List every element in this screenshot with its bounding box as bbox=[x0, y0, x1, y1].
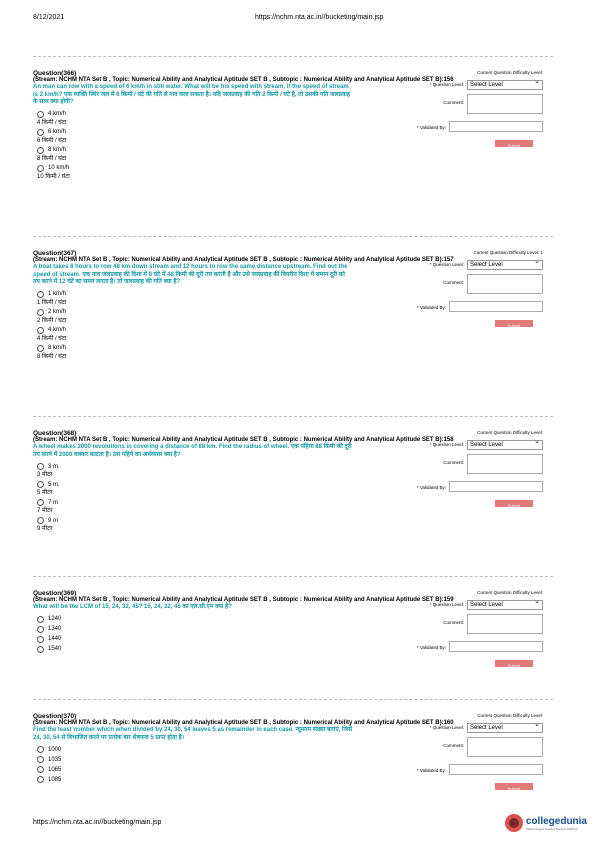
radio-button[interactable] bbox=[37, 746, 44, 753]
logo-icon bbox=[505, 814, 523, 832]
option-label-en: 2 km/h bbox=[48, 309, 67, 315]
option-label-hi: 2 किमी / घंटा bbox=[37, 317, 67, 324]
option-label-en: 5 m. bbox=[48, 481, 60, 488]
radio-button[interactable] bbox=[37, 636, 44, 643]
difficulty-label: Current Question Difficulty Level: bbox=[477, 590, 543, 595]
radio-button[interactable] bbox=[37, 646, 44, 653]
radio-button[interactable] bbox=[37, 756, 44, 763]
validated-by-input[interactable] bbox=[449, 301, 543, 312]
question-text: An man can row with a speed of 6 km/h in still water. What will be his speed with stream, if the speed of stream is 2 km/h? एक व्यक्ति स्थिर जल में 6 किमी / घंटे की गति से नाव चला सकता है। यदि जलप्रवाह की गति 2 किमी / घंटे है, तो उसकी गति जलप्रवाह के साथ क्या होगी? bbox=[33, 84, 351, 105]
option-label-hi: 5 मीटर bbox=[37, 490, 53, 496]
difficulty-value: 1 bbox=[540, 250, 543, 255]
submit-button[interactable]: Submit bbox=[495, 660, 533, 667]
option-label-en: 1540 bbox=[48, 646, 62, 652]
validated-by-label: * Validated By: bbox=[416, 125, 446, 130]
question-stream: (Stream: NCHM NTA Set B , Topic: Numerical Ability and Analytical Aptitude SET B , Subtopic : Numerical Ability and Analytical Aptitude SET B):159 bbox=[33, 597, 454, 603]
validated-by-input[interactable] bbox=[449, 121, 543, 132]
question-level-select[interactable]: Select Level ⌄ bbox=[467, 440, 543, 450]
option-label-en: 7 m bbox=[48, 499, 59, 506]
question-level-select[interactable]: Select Level ⌄ bbox=[467, 600, 543, 610]
validated-by-input[interactable] bbox=[449, 641, 543, 652]
option-label-en: 1085 bbox=[48, 776, 62, 783]
question-level-label: * Question Level: bbox=[429, 602, 464, 607]
question-number: Question(370) bbox=[33, 713, 77, 720]
option-label-en: 1440 bbox=[48, 636, 62, 642]
comment-field[interactable] bbox=[467, 454, 543, 474]
logo-tagline: India's largest Student Review Platform bbox=[525, 826, 579, 831]
option-label-hi: 8 किमी / घंटा bbox=[37, 155, 67, 162]
radio-button[interactable] bbox=[37, 463, 44, 470]
option-label-en: 6 km/h bbox=[48, 129, 67, 135]
option-label-hi: 4 किमी / घंटा bbox=[37, 335, 67, 342]
comment-field[interactable] bbox=[467, 274, 543, 294]
option-label-en: 4 km/h bbox=[48, 111, 67, 117]
radio-button[interactable] bbox=[37, 517, 44, 524]
option-label-en: 8 km/h bbox=[48, 345, 67, 351]
option-label-en: 1240 bbox=[48, 616, 62, 622]
question-number: Question(367) bbox=[33, 250, 77, 257]
option-item[interactable] bbox=[33, 165, 553, 180]
radio-button[interactable] bbox=[37, 499, 44, 506]
comment-label: Comment: bbox=[443, 743, 464, 748]
submit-button[interactable]: Submit bbox=[495, 140, 533, 147]
radio-button[interactable] bbox=[37, 129, 44, 136]
radio-button[interactable] bbox=[37, 309, 44, 316]
radio-button[interactable] bbox=[37, 626, 44, 633]
validated-by-label: * Validated By: bbox=[416, 645, 446, 650]
question-text: A wheel makes 2000 revolutions in covering a distance of 88 km. Find the radius of wheel. एक पहिया 88 किमी की दूरी तय करने में 2000 चक्कर काटता है। उस पहिये का अर्धव्यास क्या है? bbox=[33, 444, 352, 458]
question-level-select[interactable]: Select Level ⌄ bbox=[467, 80, 543, 90]
validated-by-input[interactable] bbox=[449, 481, 543, 492]
radio-button[interactable] bbox=[37, 776, 44, 783]
option-label-en: 1000 bbox=[48, 746, 62, 753]
question-text: What will be the LCM of 15, 24, 32, 45? 15, 24, 32, 45 का एल.सी.एम क्या है? bbox=[33, 604, 232, 610]
option-label-en: 4 km/h bbox=[48, 327, 67, 333]
question-level-label: * Question Level: bbox=[429, 442, 464, 447]
radio-button[interactable] bbox=[37, 766, 44, 773]
option-label-en: 1035 bbox=[48, 756, 62, 763]
option-label-hi: 4 किमी / घंटा bbox=[37, 119, 67, 126]
radio-button[interactable] bbox=[37, 481, 44, 488]
option-label-hi: 9 मीटर bbox=[37, 526, 53, 532]
option-item[interactable] bbox=[33, 756, 553, 763]
question-text: Find the least number which when divided by 24, 30, 54 leaves 5 as remainder in each case. न्यूनतम संख्या बताएं, जिसे 24, 30, 54 से विभाजित करने पर प्रत्येक बार शेषफल 5 प्राप्त होता है। bbox=[33, 727, 353, 741]
option-item[interactable] bbox=[33, 345, 553, 360]
comment-field[interactable] bbox=[467, 94, 543, 114]
option-label-en: 10 km/h bbox=[48, 165, 70, 171]
radio-button[interactable] bbox=[37, 111, 44, 118]
option-item[interactable] bbox=[33, 776, 553, 783]
option-item[interactable] bbox=[33, 499, 553, 514]
footer-url: https://nchm.nta.ac.in//bucketing/main.jsp bbox=[33, 819, 162, 826]
comment-field[interactable] bbox=[467, 737, 543, 757]
option-label-en: 9 m bbox=[48, 517, 59, 524]
question-level-select[interactable]: Select Level ⌄ bbox=[467, 260, 543, 270]
question-separator bbox=[33, 416, 553, 417]
option-label-en: 1 km/h bbox=[48, 291, 67, 297]
comment-label: Comment: bbox=[443, 280, 464, 285]
comment-label: Comment: bbox=[443, 460, 464, 465]
option-label-hi: 7 मीटर bbox=[37, 508, 53, 514]
question-level-label: * Question Level: bbox=[429, 725, 464, 730]
question-number: Question(368) bbox=[33, 430, 77, 437]
submit-button[interactable]: Submit bbox=[495, 320, 533, 327]
difficulty-label: Current Question Difficulty Level: bbox=[477, 70, 543, 75]
question-stream: (Stream: NCHM NTA Set B , Topic: Numerical Ability and Analytical Aptitude SET B , Subtopic : Numerical Ability and Analytical Aptitude SET B):156 bbox=[33, 77, 454, 83]
question-number: Question(369) bbox=[33, 590, 77, 597]
comment-field[interactable] bbox=[467, 614, 543, 634]
question-separator bbox=[33, 56, 553, 57]
print-url: https://nchm.nta.ac.in//bucketing/main.jsp bbox=[255, 14, 384, 21]
option-label-en: 3 m. bbox=[48, 463, 60, 470]
radio-button[interactable] bbox=[37, 147, 44, 154]
validated-by-label: * Validated By: bbox=[416, 485, 446, 490]
validated-by-label: * Validated By: bbox=[416, 768, 446, 773]
radio-button[interactable] bbox=[37, 291, 44, 298]
difficulty-label: Current Question Difficulty Level: 1 bbox=[473, 250, 543, 255]
option-label-hi: 3 मीटर bbox=[37, 472, 53, 478]
question-separator bbox=[33, 236, 553, 237]
option-item[interactable] bbox=[33, 147, 553, 162]
option-label-en: 8 km/h bbox=[48, 147, 67, 153]
option-label-hi: 8 किमी / घंटा bbox=[37, 353, 67, 360]
question-level-label: * Question Level: bbox=[429, 82, 464, 87]
option-label-en: 1340 bbox=[48, 626, 62, 632]
validated-by-input[interactable] bbox=[449, 764, 543, 775]
question-stream: (Stream: NCHM NTA Set B , Topic: Numerical Ability and Analytical Aptitude SET B , Subtopic : Numerical Ability and Analytical Aptitude SET B):160 bbox=[33, 720, 454, 726]
logo-name: collegedunia bbox=[525, 815, 587, 827]
question-text: A boat takes 8 hours to row 48 km down stream and 12 hours to row the same distance upstream. Find out the speed of stream. एक नाव जलप्रवाह की दिशा में 8 घंटे में 48 किमी की दूरी तय करती है और उसे जलप्रवाह की विपरीत दिशा में समान दूरी को तय करने में 12 घंटे का समय लगता है। तो जलप्रवाह की गति क्या है? bbox=[33, 264, 348, 285]
submit-button[interactable]: Submit bbox=[495, 783, 533, 790]
option-label-hi: 10 किमी / घंटा bbox=[37, 173, 70, 180]
submit-button[interactable]: Submit bbox=[495, 500, 533, 507]
question-separator bbox=[33, 699, 553, 700]
comment-label: Comment: bbox=[443, 620, 464, 625]
validated-by-label: * Validated By: bbox=[416, 305, 446, 310]
option-label-hi: 6 किमी / घंटा bbox=[37, 137, 67, 144]
radio-button[interactable] bbox=[37, 616, 44, 623]
radio-button[interactable] bbox=[37, 327, 44, 334]
question-number: Question(366) bbox=[33, 70, 77, 77]
comment-label: Comment: bbox=[443, 100, 464, 105]
option-item[interactable] bbox=[33, 327, 553, 342]
radio-button[interactable] bbox=[37, 165, 44, 172]
print-date: 8/12/2021 bbox=[33, 14, 65, 21]
difficulty-label: Current Question Difficulty Level: bbox=[477, 713, 543, 718]
question-stream: (Stream: NCHM NTA Set B , Topic: Numerical Ability and Analytical Aptitude SET B , Subtopic : Numerical Ability and Analytical Aptitude SET B):157 bbox=[33, 257, 454, 263]
collegedunia-logo bbox=[505, 814, 587, 832]
option-label-hi: 1 किमी / घंटा bbox=[37, 299, 67, 306]
option-item[interactable] bbox=[33, 517, 553, 532]
radio-button[interactable] bbox=[37, 345, 44, 352]
question-stream: (Stream: NCHM NTA Set B , Topic: Numerical Ability and Analytical Aptitude SET B , Subtopic : Numerical Ability and Analytical Aptitude SET B):158 bbox=[33, 437, 454, 443]
question-level-label: * Question Level: bbox=[429, 262, 464, 267]
difficulty-label: Current Question Difficulty Level: bbox=[477, 430, 543, 435]
question-separator bbox=[33, 576, 553, 577]
option-label-en: 1065 bbox=[48, 766, 62, 773]
question-level-select[interactable]: Select Level ⌄ bbox=[467, 723, 543, 733]
